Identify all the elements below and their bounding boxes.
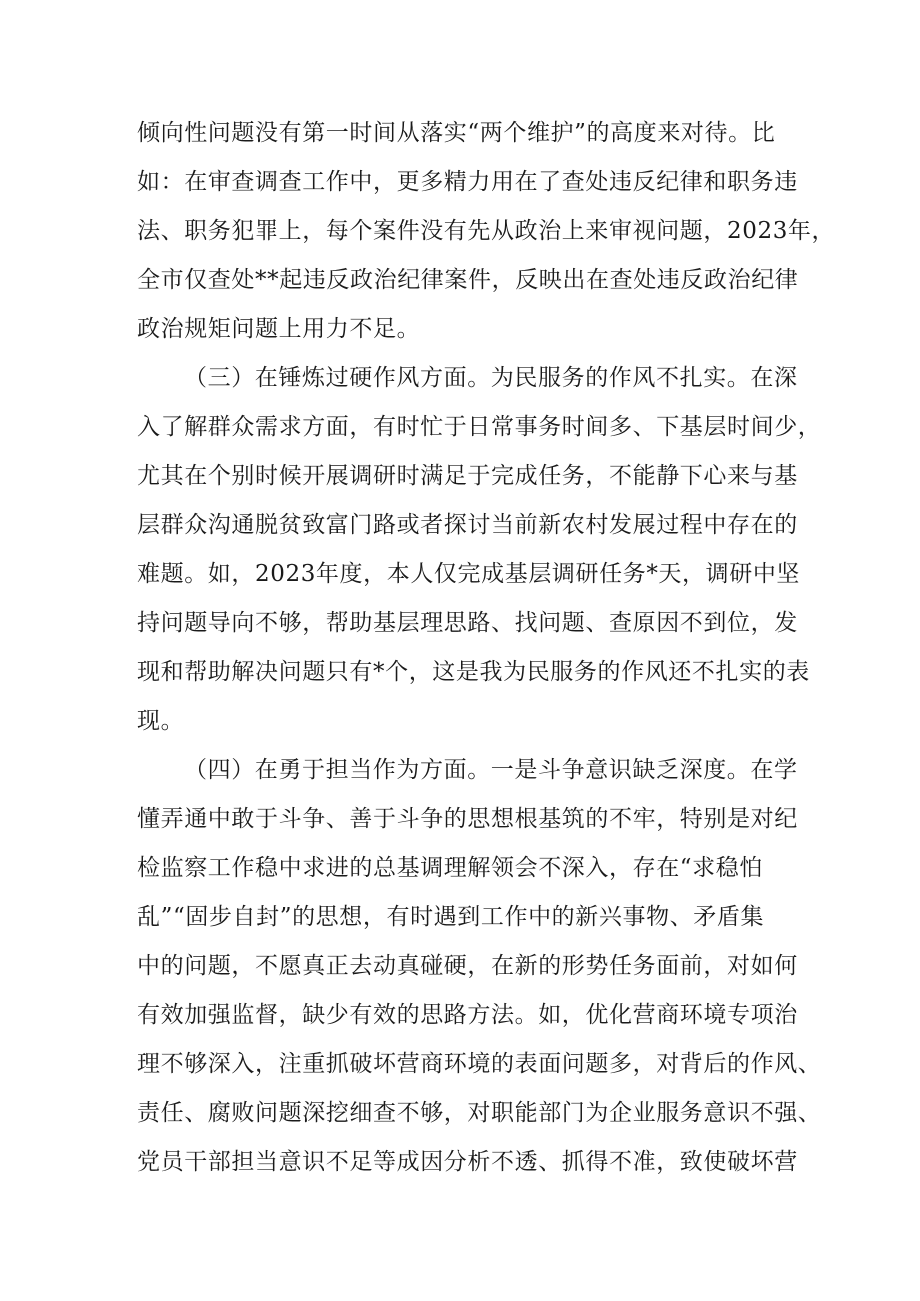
text-line: 倾向性问题没有第一时间从落实“两个维护”的高度来对待。比 <box>137 120 776 146</box>
text-line: 中的问题，不愿真正去动真碰硬，在新的形势任务面前，对如何 <box>137 953 798 979</box>
text-line: 检监察工作稳中求进的总基调理解领会不深入，存在“求稳怕 <box>137 855 763 881</box>
text-line: 入了解群众需求方面，有时忙于日常事务时间多、下基层时间少， <box>137 414 822 440</box>
text-line: 尤其在个别时候开展调研时满足于完成任务，不能静下心来与基 <box>137 463 798 489</box>
text-line: 责任、腐败问题深挖细查不够，对职能部门为企业服务意识不强、 <box>137 1100 822 1126</box>
text-line: 懂弄通中敢于斗争、善于斗争的思想根基筑的不牢，特别是对纪 <box>137 806 798 832</box>
paragraph-heading-four: （四）在勇于担当作为方面。一是斗争意识缺乏深度。在学 <box>184 757 798 783</box>
text-line: 党员干部担当意识不足等成因分析不透、抓得不准，致使破坏营 <box>137 1149 798 1175</box>
text-line: 全市仅查处**起违反政治纪律案件，反映出在查处违反政治纪律 <box>137 267 799 293</box>
text-line: 层群众沟通脱贫致富门路或者探讨当前新农村发展过程中存在的 <box>137 512 798 538</box>
text-line: 如：在审查调查工作中，更多精力用在了查处违反纪律和职务违 <box>137 169 798 195</box>
text-line: 持问题导向不够，帮助基层理思路、找问题、查原因不到位，发 <box>137 610 798 636</box>
text-line: 现和帮助解决问题只有*个，这是我为民服务的作风还不扎实的表 <box>137 659 810 685</box>
text-line: 难题。如，2023年度，本人仅完成基层调研任务*天，调研中坚 <box>137 561 801 587</box>
text-line: 政治规矩问题上用力不足。 <box>137 316 421 342</box>
text-line: 现。 <box>137 708 185 734</box>
paragraph-heading-three: （三）在锤炼过硬作风方面。为民服务的作风不扎实。在深 <box>184 365 798 391</box>
text-line: 有效加强监督，缺少有效的思路方法。如，优化营商环境专项治 <box>137 1002 798 1028</box>
text-line: 理不够深入，注重抓破坏营商环境的表面问题多，对背后的作风、 <box>137 1051 822 1077</box>
text-line: 乱”“固步自封”的思想，有时遇到工作中的新兴事物、矛盾集 <box>137 904 765 930</box>
text-line: 法、职务犯罪上，每个案件没有先从政治上来审视问题，2023年， <box>137 218 836 244</box>
